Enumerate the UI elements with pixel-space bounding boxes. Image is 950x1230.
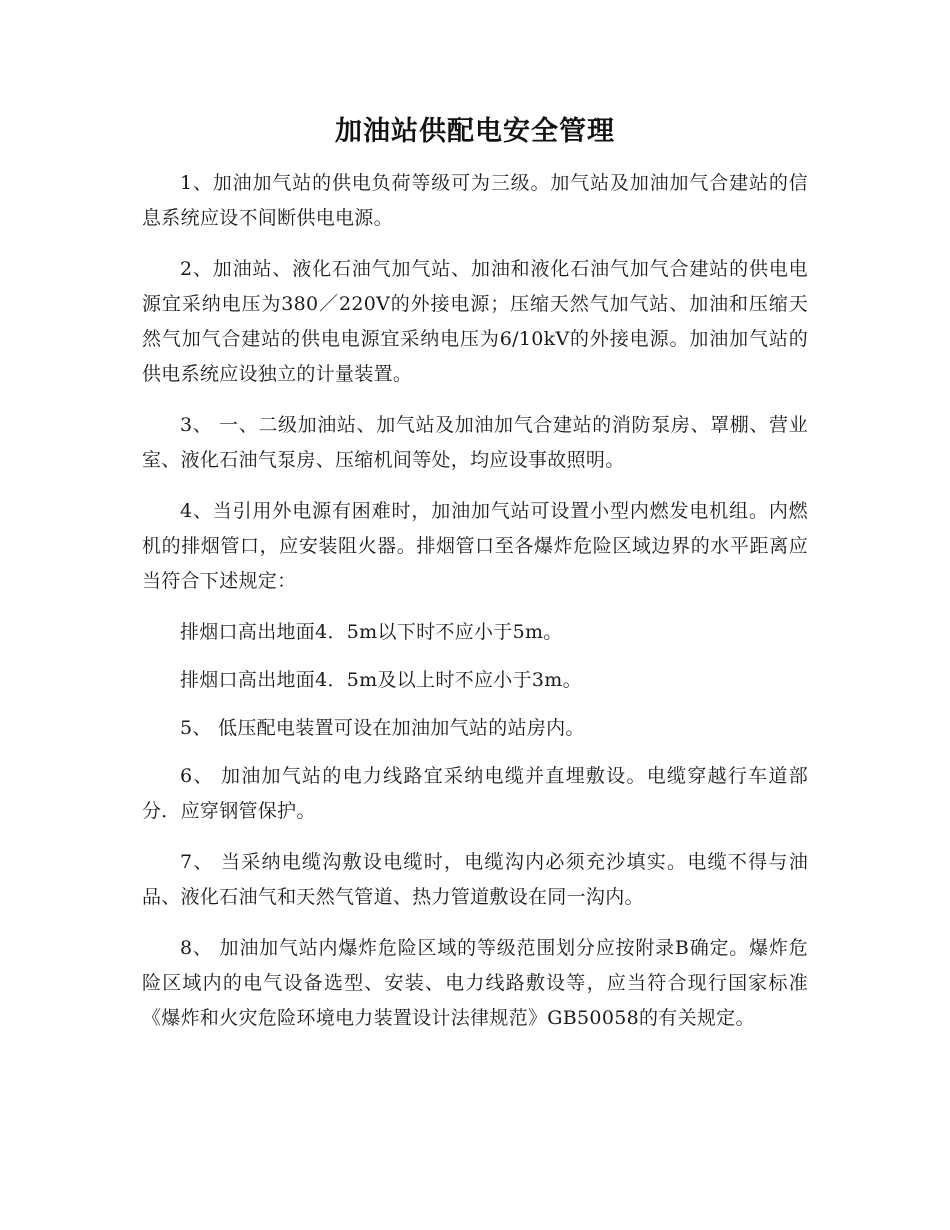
paragraph-1: 1、加油加气站的供电负荷等级可为三级。加气站及加油加气合建站的信息系统应设不间断供电电源。 — [142, 172, 808, 229]
paragraph-4a: 排烟口高出地面4．5m以下时不应小于5m。 — [180, 621, 563, 643]
paragraph-2: 2、加油站、液化石油气加气站、加油和液化石油气加气合建站的供电电源宜采纳电压为380／220V的外接电源；压缩天然气加气站、加油和压缩天然气加气合建站的供电电源宜采纳电压为6/10kV的外接电源。加油加气站的供电系统应设独立的计量装置。 — [142, 258, 808, 385]
paragraph-3: 3、 一、二级加油站、加气站及加油加气合建站的消防泵房、罩棚、营业室、液化石油气泵房、压缩机间等处，均应设事故照明。 — [142, 414, 808, 471]
paragraph-4b: 排烟口高出地面4．5m及以上时不应小于3m。 — [180, 669, 582, 691]
paragraph-7: 7、 当采纳电缆沟敷设电缆时，电缆沟内必须充沙填实。电缆不得与油品、液化石油气和天然气管道、热力管道敷设在同一沟内。 — [142, 851, 808, 908]
paragraph-4: 4、当引用外电源有困难时，加油加气站可设置小型内燃发电机组。内燃机的排烟管口，应安装阻火器。排烟管口至各爆炸危险区域边界的水平距离应当符合下述规定： — [142, 500, 808, 592]
paragraph-5: 5、 低压配电装置可设在加油加气站的站房内。 — [180, 717, 585, 739]
document-title: 加油站供配电安全管理 — [335, 116, 615, 147]
paragraph-6: 6、 加油加气站的电力线路宜采纳电缆并直埋敷设。电缆穿越行车道部分．应穿钢管保护。 — [142, 765, 808, 822]
document-body — [142, 166, 808, 1052]
paragraph-8: 8、 加油加气站内爆炸危险区域的等级范围划分应按附录B确定。爆炸危险区域内的电气设备选型、安装、电力线路敷设等，应当符合现行国家标准《爆炸和火灾危险环境电力装置设计法律规范》GB50058的有关规定。 — [142, 937, 808, 1029]
